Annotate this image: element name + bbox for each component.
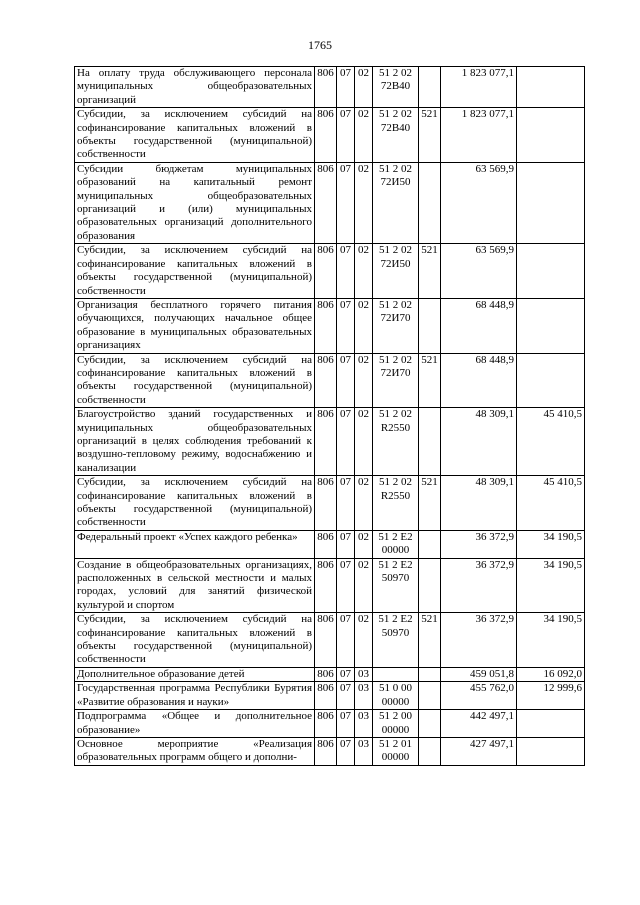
target-article-prefix: 51 2 E2 xyxy=(378,613,413,626)
target-article-suffix: R2550 xyxy=(380,489,411,502)
target-article-suffix: 50970 xyxy=(381,626,410,639)
federal-amount-cell: 34 190,5 xyxy=(517,613,585,668)
ministry-code-cell: 806 xyxy=(315,682,337,710)
target-article-cell xyxy=(373,408,419,476)
section-code-cell: 07 xyxy=(337,244,355,299)
target-article-cell xyxy=(373,67,419,108)
ministry-code-cell: 806 xyxy=(315,530,337,558)
target-article-prefix: 51 2 02 xyxy=(379,108,412,121)
target-article-cell xyxy=(373,710,419,738)
federal-amount-cell xyxy=(517,353,585,408)
section-code-cell: 07 xyxy=(337,298,355,353)
amount-cell: 63 569,9 xyxy=(441,162,517,243)
ministry-code-cell: 806 xyxy=(315,408,337,476)
subsection-code-cell: 02 xyxy=(355,530,373,558)
ministry-code-cell: 806 xyxy=(315,162,337,243)
target-article-suffix: 50970 xyxy=(381,572,410,585)
name-cell: Субсидии, за исключением субсидий на софинансирование капитальных вложений в объекты государственной (муниципальной) собственности xyxy=(75,613,315,668)
expense-type-cell xyxy=(419,162,441,243)
target-article-cell xyxy=(373,530,419,558)
target-article-cell xyxy=(373,108,419,163)
target-article-prefix: 51 2 01 xyxy=(379,737,412,750)
federal-amount-cell: 16 092,0 xyxy=(517,667,585,681)
ministry-code-cell: 806 xyxy=(315,353,337,408)
subsection-code-cell: 03 xyxy=(355,682,373,710)
amount-cell: 1 823 077,1 xyxy=(441,67,517,108)
federal-amount-cell xyxy=(517,67,585,108)
table-row xyxy=(75,108,585,163)
target-article-suffix: 72И70 xyxy=(380,312,411,325)
subsection-code-cell: 03 xyxy=(355,737,373,765)
expense-type-cell: 521 xyxy=(419,353,441,408)
expense-type-cell xyxy=(419,737,441,765)
budget-table xyxy=(74,66,585,766)
target-article-cell xyxy=(373,737,419,765)
expense-type-cell xyxy=(419,408,441,476)
name-cell: На оплату труда обслуживающего персонала муниципальных общеобразовательных организаций xyxy=(75,67,315,108)
target-article-suffix: 72И50 xyxy=(380,176,411,189)
subsection-code-cell: 02 xyxy=(355,108,373,163)
target-article-suffix: R2550 xyxy=(380,421,411,434)
expense-type-cell xyxy=(419,682,441,710)
target-article-suffix: 72И50 xyxy=(380,257,411,270)
subsection-code-cell: 02 xyxy=(355,244,373,299)
target-article-suffix: 00000 xyxy=(381,544,410,557)
ministry-code-cell: 806 xyxy=(315,710,337,738)
amount-cell: 442 497,1 xyxy=(441,710,517,738)
expense-type-cell xyxy=(419,667,441,681)
target-article-suffix: 00000 xyxy=(381,695,410,708)
name-cell: Федеральный проект «Успех каждого ребенка» xyxy=(75,530,315,558)
ministry-code-cell: 806 xyxy=(315,298,337,353)
target-article-prefix: 51 2 E2 xyxy=(378,530,413,543)
table-row xyxy=(75,530,585,558)
amount-cell: 48 309,1 xyxy=(441,476,517,531)
target-article-prefix: 51 2 E2 xyxy=(378,558,413,571)
ministry-code-cell: 806 xyxy=(315,558,337,613)
subsection-code-cell: 03 xyxy=(355,710,373,738)
federal-amount-cell: 45 410,5 xyxy=(517,476,585,531)
name-cell: Субсидии, за исключением субсидий на софинансирование капитальных вложений в объекты государственной (муниципальной) собственности xyxy=(75,476,315,531)
expense-type-cell xyxy=(419,298,441,353)
amount-cell: 63 569,9 xyxy=(441,244,517,299)
section-code-cell: 07 xyxy=(337,108,355,163)
target-article-cell xyxy=(373,613,419,668)
target-article-prefix: 51 2 00 xyxy=(379,710,412,723)
ministry-code-cell: 806 xyxy=(315,667,337,681)
target-article-suffix: 00000 xyxy=(381,723,410,736)
target-article-suffix: 72В40 xyxy=(380,121,411,134)
target-article-cell xyxy=(373,244,419,299)
expense-type-cell: 521 xyxy=(419,476,441,531)
federal-amount-cell xyxy=(517,108,585,163)
section-code-cell: 07 xyxy=(337,710,355,738)
ministry-code-cell: 806 xyxy=(315,737,337,765)
subsection-code-cell: 02 xyxy=(355,162,373,243)
table-row xyxy=(75,298,585,353)
target-article-prefix: 51 2 02 xyxy=(379,353,412,366)
name-cell: Субсидии, за исключением субсидий на софинансирование капитальных вложений в объекты государственной (муниципальной) собственности xyxy=(75,244,315,299)
section-code-cell: 07 xyxy=(337,162,355,243)
table-row xyxy=(75,558,585,613)
target-article-cell xyxy=(373,667,419,681)
target-article-cell xyxy=(373,298,419,353)
section-code-cell: 07 xyxy=(337,682,355,710)
section-code-cell: 07 xyxy=(337,530,355,558)
expense-type-cell: 521 xyxy=(419,613,441,668)
table-row xyxy=(75,408,585,476)
table-row xyxy=(75,667,585,681)
federal-amount-cell: 45 410,5 xyxy=(517,408,585,476)
amount-cell: 427 497,1 xyxy=(441,737,517,765)
table-row xyxy=(75,613,585,668)
name-cell: Благоустройство зданий государственных и муниципальных общеобразовательных организаций в целях соблюдения требований к воздушно-тепловому режиму, водоснабжению и канализации xyxy=(75,408,315,476)
name-cell: Основное мероприятие «Реализация образовательных программ общего и дополни- xyxy=(75,737,315,765)
table-row xyxy=(75,244,585,299)
expense-type-cell: 521 xyxy=(419,108,441,163)
name-cell: Дополнительное образование детей xyxy=(75,667,315,681)
name-cell: Государственная программа Республики Бурятия «Развитие образования и науки» xyxy=(75,682,315,710)
name-cell: Субсидии, за исключением субсидий на софинансирование капитальных вложений в объекты государственной (муниципальной) собственности xyxy=(75,108,315,163)
subsection-code-cell: 02 xyxy=(355,558,373,613)
subsection-code-cell: 02 xyxy=(355,353,373,408)
table-row xyxy=(75,682,585,710)
table-row xyxy=(75,710,585,738)
section-code-cell: 07 xyxy=(337,558,355,613)
target-article-prefix: 51 2 02 xyxy=(379,408,412,421)
ministry-code-cell: 806 xyxy=(315,108,337,163)
section-code-cell: 07 xyxy=(337,476,355,531)
target-article-cell xyxy=(373,162,419,243)
section-code-cell: 07 xyxy=(337,737,355,765)
ministry-code-cell: 806 xyxy=(315,67,337,108)
subsection-code-cell: 02 xyxy=(355,298,373,353)
name-cell: Субсидии бюджетам муниципальных образований на капитальный ремонт муниципальных общеобразовательных организаций и (или) муниципальных образовательных организаций дополнительного образования xyxy=(75,162,315,243)
amount-cell: 459 051,8 xyxy=(441,667,517,681)
federal-amount-cell xyxy=(517,298,585,353)
target-article-prefix: 51 2 02 xyxy=(379,67,412,79)
ministry-code-cell: 806 xyxy=(315,476,337,531)
expense-type-cell: 521 xyxy=(419,244,441,299)
amount-cell: 36 372,9 xyxy=(441,530,517,558)
amount-cell: 48 309,1 xyxy=(441,408,517,476)
target-article-cell xyxy=(373,558,419,613)
federal-amount-cell: 34 190,5 xyxy=(517,530,585,558)
target-article-cell xyxy=(373,682,419,710)
target-article-suffix: 00000 xyxy=(381,751,410,764)
target-article-prefix: 51 2 02 xyxy=(379,162,412,175)
target-article-cell xyxy=(373,353,419,408)
ministry-code-cell: 806 xyxy=(315,244,337,299)
federal-amount-cell xyxy=(517,710,585,738)
target-article-prefix: 51 2 02 xyxy=(379,298,412,311)
federal-amount-cell: 12 999,6 xyxy=(517,682,585,710)
section-code-cell: 07 xyxy=(337,667,355,681)
amount-cell: 455 762,0 xyxy=(441,682,517,710)
federal-amount-cell xyxy=(517,244,585,299)
federal-amount-cell: 34 190,5 xyxy=(517,558,585,613)
section-code-cell: 07 xyxy=(337,408,355,476)
name-cell: Создание в общеобразовательных организациях, расположенных в сельской местности и малых городах, условий для занятий физической культурой и спортом xyxy=(75,558,315,613)
page-number: 1765 xyxy=(308,38,332,52)
expense-type-cell xyxy=(419,67,441,108)
table-row xyxy=(75,162,585,243)
amount-cell: 36 372,9 xyxy=(441,558,517,613)
section-code-cell: 07 xyxy=(337,613,355,668)
target-article-suffix: 72В40 xyxy=(380,80,411,93)
table-row xyxy=(75,476,585,531)
expense-type-cell xyxy=(419,530,441,558)
amount-cell: 68 448,9 xyxy=(441,353,517,408)
name-cell: Субсидии, за исключением субсидий на софинансирование капитальных вложений в объекты государственной (муниципальной) собственности xyxy=(75,353,315,408)
subsection-code-cell: 03 xyxy=(355,667,373,681)
amount-cell: 1 823 077,1 xyxy=(441,108,517,163)
subsection-code-cell: 02 xyxy=(355,476,373,531)
expense-type-cell xyxy=(419,558,441,613)
table-row xyxy=(75,353,585,408)
target-article-prefix: 51 2 02 xyxy=(379,476,412,489)
name-cell: Подпрограмма «Общее и дополнительное образование» xyxy=(75,710,315,738)
subsection-code-cell: 02 xyxy=(355,613,373,668)
section-code-cell: 07 xyxy=(337,353,355,408)
table-body xyxy=(75,67,585,766)
section-code-cell: 07 xyxy=(337,67,355,108)
federal-amount-cell xyxy=(517,737,585,765)
name-cell: Организация бесплатного горячего питания обучающихся, получающих начальное общее образование в муниципальных образовательных организациях xyxy=(75,298,315,353)
target-article-cell xyxy=(373,476,419,531)
amount-cell: 36 372,9 xyxy=(441,613,517,668)
target-article-prefix: 51 0 00 xyxy=(379,682,412,695)
federal-amount-cell xyxy=(517,162,585,243)
target-article-suffix: 72И70 xyxy=(380,366,411,379)
table-row xyxy=(75,67,585,108)
amount-cell: 68 448,9 xyxy=(441,298,517,353)
ministry-code-cell: 806 xyxy=(315,613,337,668)
subsection-code-cell: 02 xyxy=(355,408,373,476)
table-row xyxy=(75,737,585,765)
subsection-code-cell: 02 xyxy=(355,67,373,108)
expense-type-cell xyxy=(419,710,441,738)
target-article-prefix: 51 2 02 xyxy=(379,244,412,257)
